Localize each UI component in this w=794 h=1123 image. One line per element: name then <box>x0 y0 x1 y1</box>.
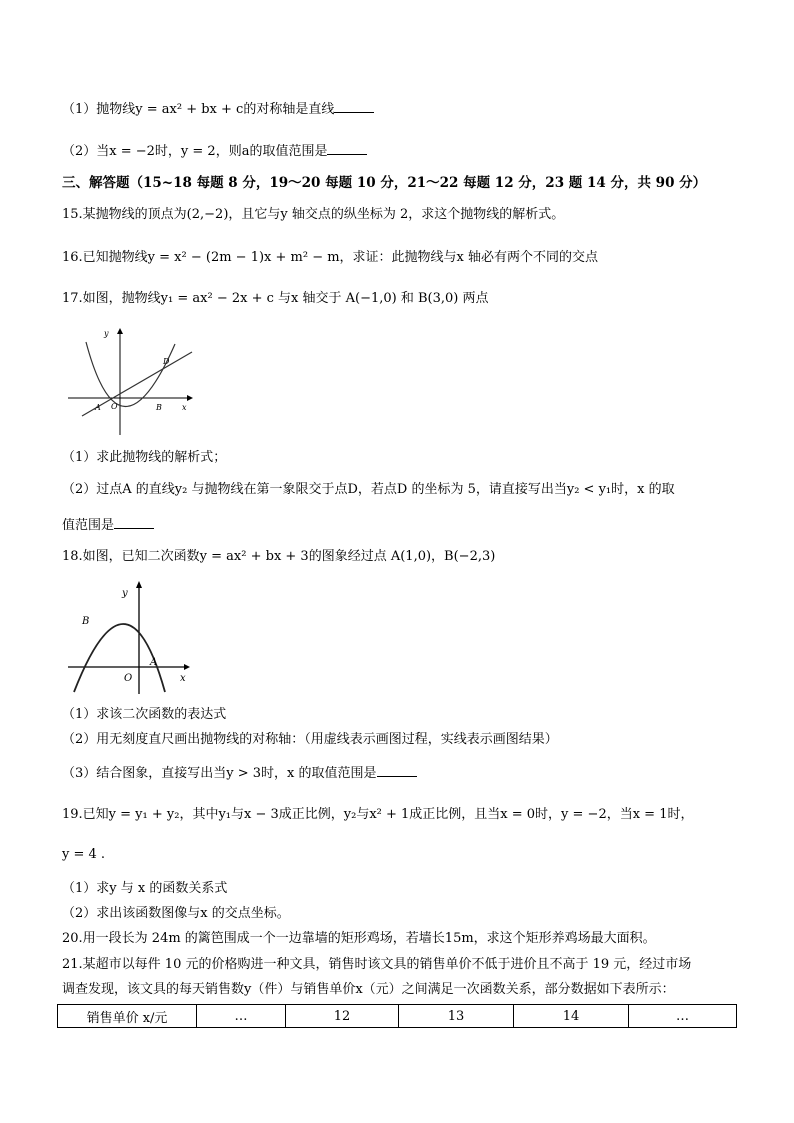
q19-part2: （2）求出该函数图像与x 的交点坐标。 <box>62 906 290 921</box>
parabola <box>86 342 175 407</box>
label-x: x <box>180 673 186 684</box>
label-o: O <box>111 402 118 411</box>
q17-part1: （1）求此抛物线的解析式； <box>62 450 227 465</box>
q20: 20.用一段长为 24m 的篱笆围成一个一边靠墙的矩形鸡场，若墙长15m，求这个矩形养鸡场最大面积。 <box>62 931 656 946</box>
q19-cont: y = 4 . <box>62 847 106 862</box>
q16: 16.已知抛物线y = x² − (2m − 1)x + m² − m，求证：此抛物线与x 轴必有两个不同的交点 <box>62 250 599 265</box>
q18-part3: （3）结合图象，直接写出当y > 3时，x 的取值范围是 <box>62 764 417 783</box>
table-cell: 13 <box>399 1005 514 1028</box>
price-table <box>57 1004 737 1028</box>
table-cell: … <box>629 1005 737 1028</box>
y-axis-arrow <box>136 581 142 588</box>
q21-cont: 调查发现，该文具的每天销售数y（件）与销售单价x（元）之间满足一次函数关系，部分数据如下表所示： <box>62 982 675 997</box>
label-a: A <box>95 403 101 412</box>
q18-figure <box>62 576 202 700</box>
q14-part2: （2）当x = −2时，y = 2，则a的取值范围是 <box>62 142 367 161</box>
answer-blank <box>377 764 417 777</box>
table-cell: 12 <box>286 1005 399 1028</box>
x-axis-arrow <box>187 395 193 401</box>
q14-part1: （1）抛物线y = ax² + bx + c的对称轴是直线 <box>62 100 374 119</box>
y-axis-arrow <box>117 328 123 334</box>
table-cell: 销售单价 x/元 <box>58 1005 197 1028</box>
q17-figure <box>62 320 202 440</box>
label-b: B <box>82 616 90 627</box>
q18: 18.如图，已知二次函数y = ax² + bx + 3的图象经过点 A(1,0)，B(−2,3) <box>62 549 496 564</box>
label-y: y <box>104 329 109 338</box>
label-y: y <box>122 588 128 599</box>
q19-part1: （1）求y 与 x 的函数关系式 <box>62 881 228 896</box>
q17-part2: （2）过点A 的直线y₂ 与抛物线在第一象限交于点D，若点D 的坐标为 5，请直接写出当y₂ < y₁时，x 的取 <box>62 482 675 497</box>
q17-part2-cont: 值范围是 <box>62 516 154 535</box>
label-a: A <box>150 657 158 668</box>
label-b: B <box>156 403 162 412</box>
answer-blank <box>114 516 154 529</box>
label-x: x <box>182 403 187 412</box>
table-cell: … <box>197 1005 286 1028</box>
q19: 19.已知y = y₁ + y₂，其中y₁与x − 3成正比例，y₂与x² + 1成正比例，且当x = 0时，y = −2，当x = 1时， <box>62 807 694 822</box>
table-row <box>58 1005 737 1028</box>
q18-part1: （1）求该二次函数的表达式 <box>62 707 227 722</box>
x-axis-arrow <box>184 664 190 670</box>
answer-blank <box>327 142 367 155</box>
table-cell: 14 <box>514 1005 629 1028</box>
label-o: O <box>124 673 133 684</box>
label-d: D <box>163 357 170 366</box>
answer-blank <box>334 100 374 113</box>
q17: 17.如图，抛物线y₁ = ax² − 2x + c 与x 轴交于 A(−1,0) 和 B(3,0) 两点 <box>62 291 489 306</box>
q15: 15.某抛物线的顶点为(2,−2)，且它与y 轴交点的纵坐标为 2，求这个抛物线的解析式。 <box>62 207 565 222</box>
q18-part2: （2）用无刻度直尺画出抛物线的对称轴：（用虚线表示画图过程，实线表示画图结果） <box>62 732 558 747</box>
section-heading: 三、解答题（15~18 每题 8 分，19～20 每题 10 分，21～22 每题 12 分，23 题 14 分，共 90 分） <box>62 175 707 191</box>
q21: 21.某超市以每件 10 元的价格购进一种文具，销售时该文具的销售单价不低于进价且不高于 19 元，经过市场 <box>62 957 692 972</box>
